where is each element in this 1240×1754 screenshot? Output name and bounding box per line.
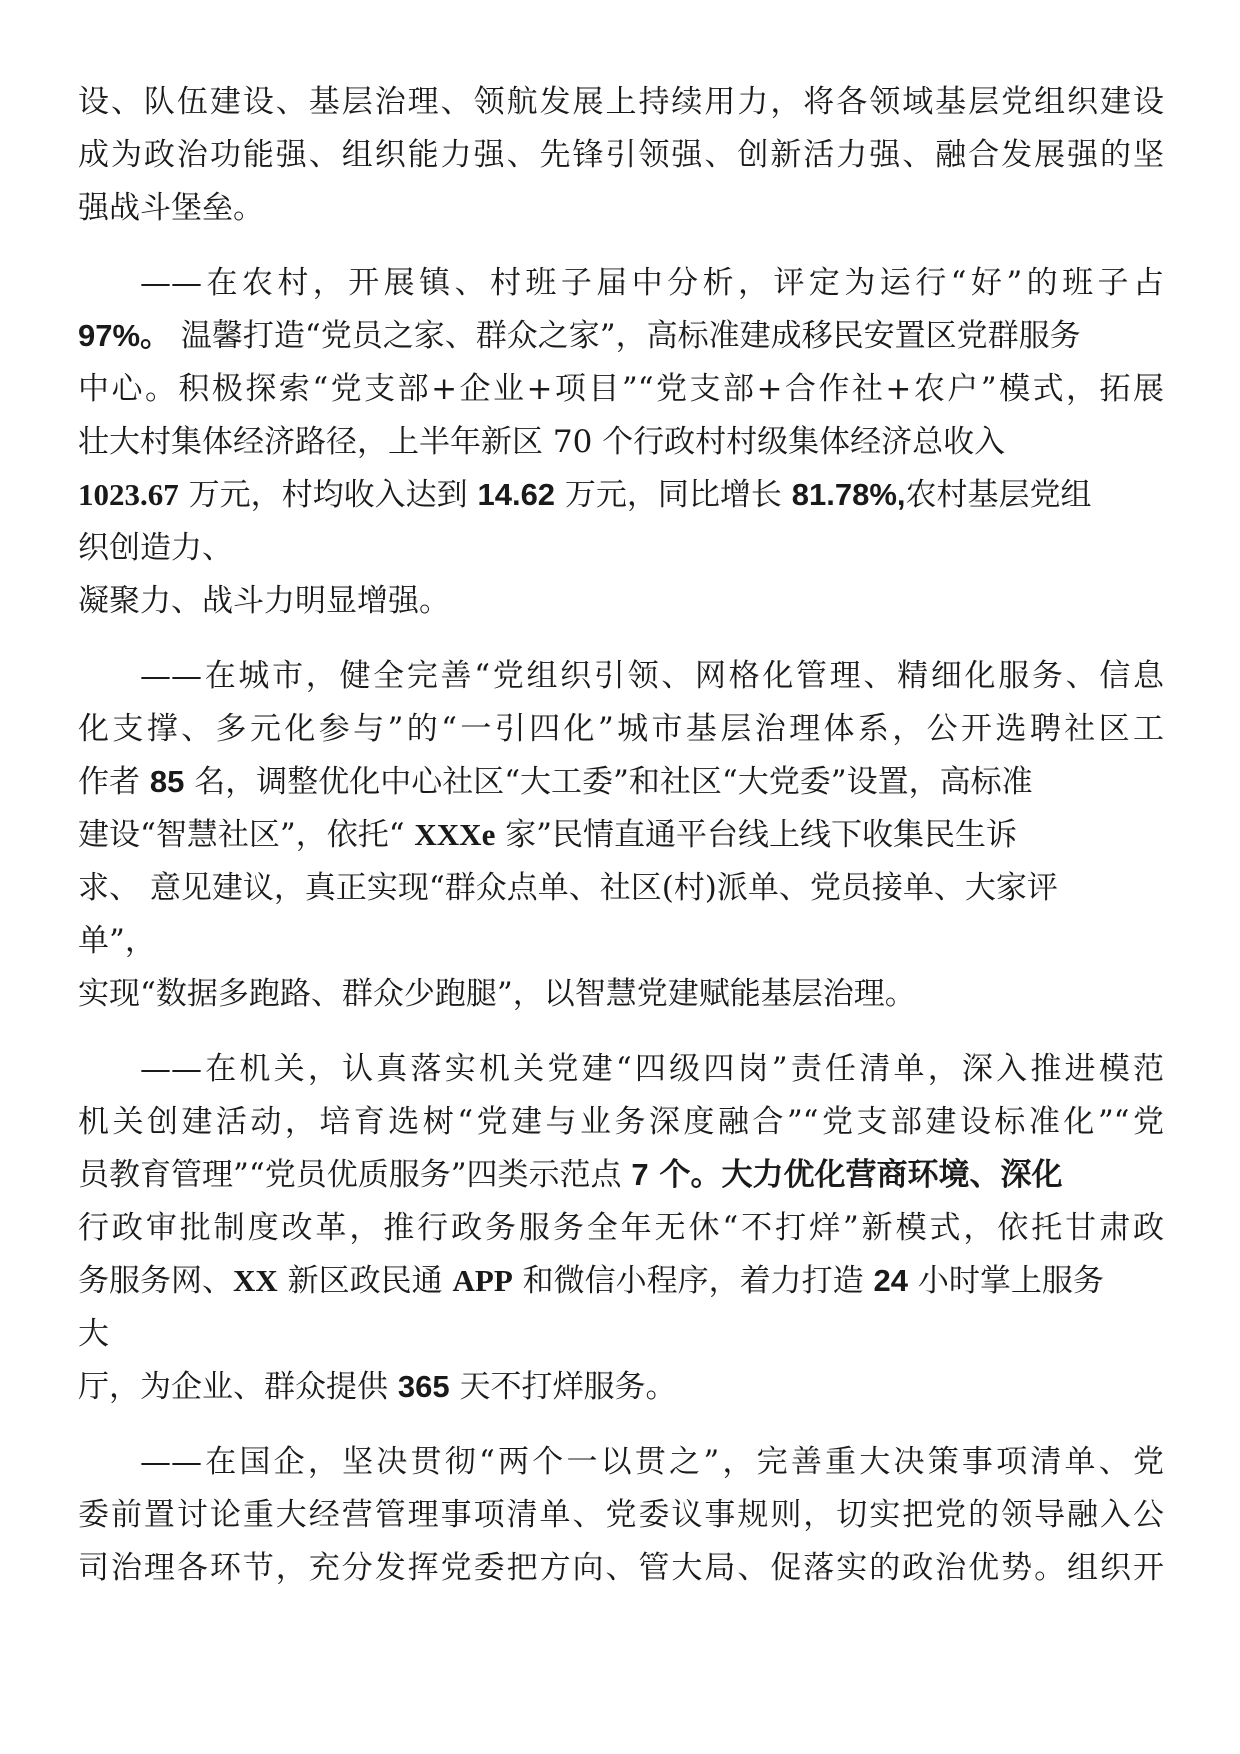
bold-figure: 24	[873, 1263, 908, 1298]
text-run: 建设“智慧社区”，依托“	[78, 817, 415, 853]
bold-text: 个。大力优化营商环境、深化	[648, 1157, 1063, 1193]
text-line: 化支撑、多元化参与”的“一引四化”城市基层治理体系，公开选聘社区工	[78, 711, 1164, 747]
text-line	[78, 1155, 1062, 1195]
text-line	[78, 1261, 1104, 1301]
bold-figure: 14.62	[477, 477, 556, 512]
text-line: 中心。积极探索“党支部+企业+项目”“党支部+合作社+农户”模式，拓展	[78, 371, 1164, 407]
text-line: 织创造力、	[78, 530, 233, 566]
text-run: 员教育管理”“党员优质服务”四类示范点	[78, 1157, 632, 1193]
text-line: 机关创建活动，培育选树“党建与业务深度融合”“党支部建设标准化”“党	[78, 1104, 1164, 1140]
text-line: 行政审批制度改革，推行政务服务全年无休“不打烊”新模式，依托甘肃政	[78, 1210, 1164, 1246]
text-run: 新区政民通	[277, 1263, 453, 1299]
text-line: 单”，	[78, 923, 156, 959]
text-run: 务服务网、	[78, 1263, 233, 1299]
text-run: 万元，村均收入达到	[178, 477, 478, 513]
bold-figure: 365	[397, 1369, 450, 1404]
text-line	[78, 316, 1081, 356]
text-line: ——在农村，开展镇、村班子届中分析，评定为运行“好”的班子占	[140, 265, 1164, 301]
text-line	[78, 815, 1017, 855]
text-line: 成为政治功能强、组织能力强、先锋引领强、创新活力强、融合发展强的坚	[78, 137, 1164, 173]
bold-figure: 7	[631, 1157, 649, 1192]
text-line	[78, 1367, 676, 1407]
bold-figure: 1023.67	[78, 477, 179, 512]
bold-figure: 97%。	[78, 318, 172, 353]
text-run: 小时掌上服务	[907, 1263, 1104, 1299]
text-line	[78, 475, 1092, 515]
text-run: 农村基层党组	[905, 477, 1092, 513]
text-line: 司治理各环节，充分发挥党委把方向、管大局、促落实的政治优势。组织开	[78, 1550, 1164, 1586]
text-line: 实现“数据多跑路、群众少跑腿”，以智慧党建赋能基层治理。	[78, 976, 916, 1012]
text-line	[78, 762, 1033, 802]
bold-figure: 85	[149, 764, 185, 799]
text-line: 求、 意见建议，真正实现“群众点单、社区(村)派单、党员接单、大家评	[78, 870, 1058, 906]
text-run: 家”民情直通平台线上线下收集民生诉	[495, 817, 1018, 853]
text-run: 天不打烊服务。	[449, 1369, 677, 1405]
text-run: 万元，同比增长	[555, 477, 792, 513]
text-run: 温馨打造“党员之家、群众之家”，高标准建成移民安置区党群服务	[171, 318, 1081, 354]
text-run: 厅，为企业、群众提供	[78, 1369, 398, 1405]
text-line: ——在城市，健全完善“党组织引领、网格化管理、精细化服务、信息	[140, 658, 1164, 694]
bold-figure: XX	[233, 1263, 278, 1298]
text-line: 委前置讨论重大经营管理事项清单、党委议事规则，切实把党的领导融入公	[78, 1497, 1164, 1533]
bold-figure: XXXe	[414, 817, 496, 852]
text-line: 凝聚力、战斗力明显增强。	[78, 583, 450, 619]
text-line: ——在国企，坚决贯彻“两个一以贯之”，完善重大决策事项清单、党	[140, 1444, 1164, 1480]
text-line: ——在机关，认真落实机关党建“四级四岗”责任清单，深入推进模范	[140, 1051, 1164, 1087]
text-line: 大	[78, 1316, 109, 1352]
bold-figure: 81.78%,	[791, 477, 906, 512]
text-run: 作者	[78, 764, 150, 800]
text-line: 强战斗堡垒。	[78, 190, 264, 226]
text-line: 设、队伍建设、基层治理、领航发展上持续用力，将各领域基层党组织建设	[78, 84, 1164, 120]
bold-figure: APP	[452, 1263, 513, 1298]
text-run: 名，调整优化中心社区“大工委”和社区“大党委”设置，高标准	[184, 764, 1033, 800]
text-run: 和微信小程序，着力打造	[512, 1263, 874, 1299]
text-line: 壮大村集体经济路径，上半年新区 70 个行政村村级集体经济总收入	[78, 424, 1006, 460]
